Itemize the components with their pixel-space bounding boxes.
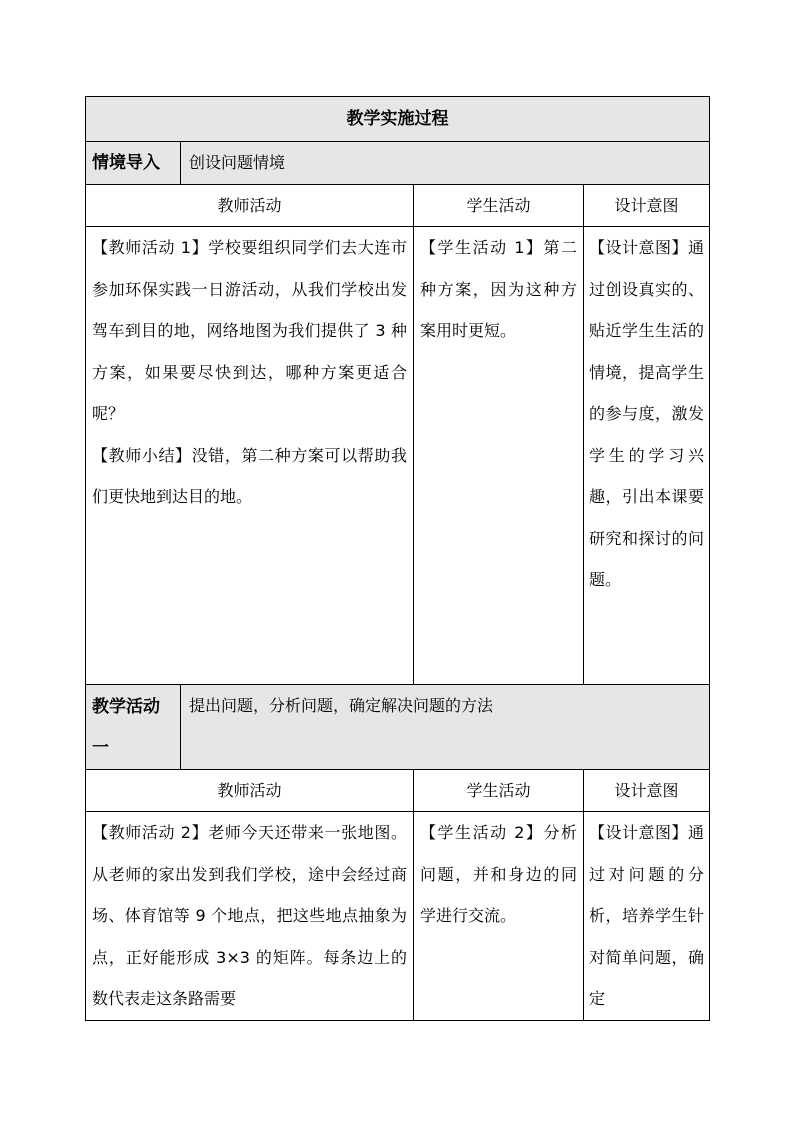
section1-column-header-row [86,185,710,227]
section2-student-cell [414,812,584,1021]
section1-label: 情境导入 [86,142,181,185]
teacher-activity-2: 【教师活动 2】老师今天还带来一张地图。从老师的家出发到我们学校，途中会经过商场、体育馆等 9 个地点，把这些地点抽象为点，正好能形成 3×3 的矩阵。每条边上的数代表走这条路需要 [92,823,407,1008]
section2-label: 教学活动一 [86,685,181,770]
table-title: 教学实施过程 [86,97,710,142]
section1-teacher-header: 教师活动 [86,185,414,227]
section1-header-row [86,142,710,185]
section1-student-header: 学生活动 [414,185,584,227]
section1-design-cell [584,227,710,685]
teacher-summary: 【教师小结】没错，第二种方案可以帮助我们更快地到达目的地。 [92,445,407,506]
section2-design-cell [584,812,710,1021]
section1-student-cell [414,227,584,685]
student-activity-2: 【学生活动 2】分析问题，并和身边的同学进行交流。 [420,823,577,925]
section1-text: 创设问题情境 [181,142,710,185]
section2-header-row [86,685,710,770]
section2-design-header: 设计意图 [584,770,710,812]
student-activity-1: 【学生活动 1】第二种方案，因为这种方案用时更短。 [420,238,577,340]
section2-body-row [86,812,710,1021]
section2-student-header: 学生活动 [414,770,584,812]
teaching-process-table [85,96,710,1021]
section1-body-row [86,227,710,685]
section1-teacher-cell [86,227,414,685]
design-intent-2: 【设计意图】通过对问题的分析，培养学生针对简单问题，确定 [589,823,704,1008]
table-title-row [86,97,710,142]
section2-column-header-row [86,770,710,812]
design-intent-1: 【设计意图】通过创设真实的、贴近学生生活的情境，提高学生的参与度，激发学生的学习兴趣，引出本课要研究和探讨的问题。 [589,238,704,589]
teacher-activity-1: 【教师活动 1】学校要组织同学们去大连市参加环保实践一日游活动，从我们学校出发驾车到目的地，网络地图为我们提供了 3 种方案，如果要尽快到达，哪种方案更适合呢？ [92,238,407,423]
section1-design-header: 设计意图 [584,185,710,227]
section2-text: 提出问题，分析问题，确定解决问题的方法 [181,685,710,770]
section2-teacher-header: 教师活动 [86,770,414,812]
section2-teacher-cell [86,812,414,1021]
